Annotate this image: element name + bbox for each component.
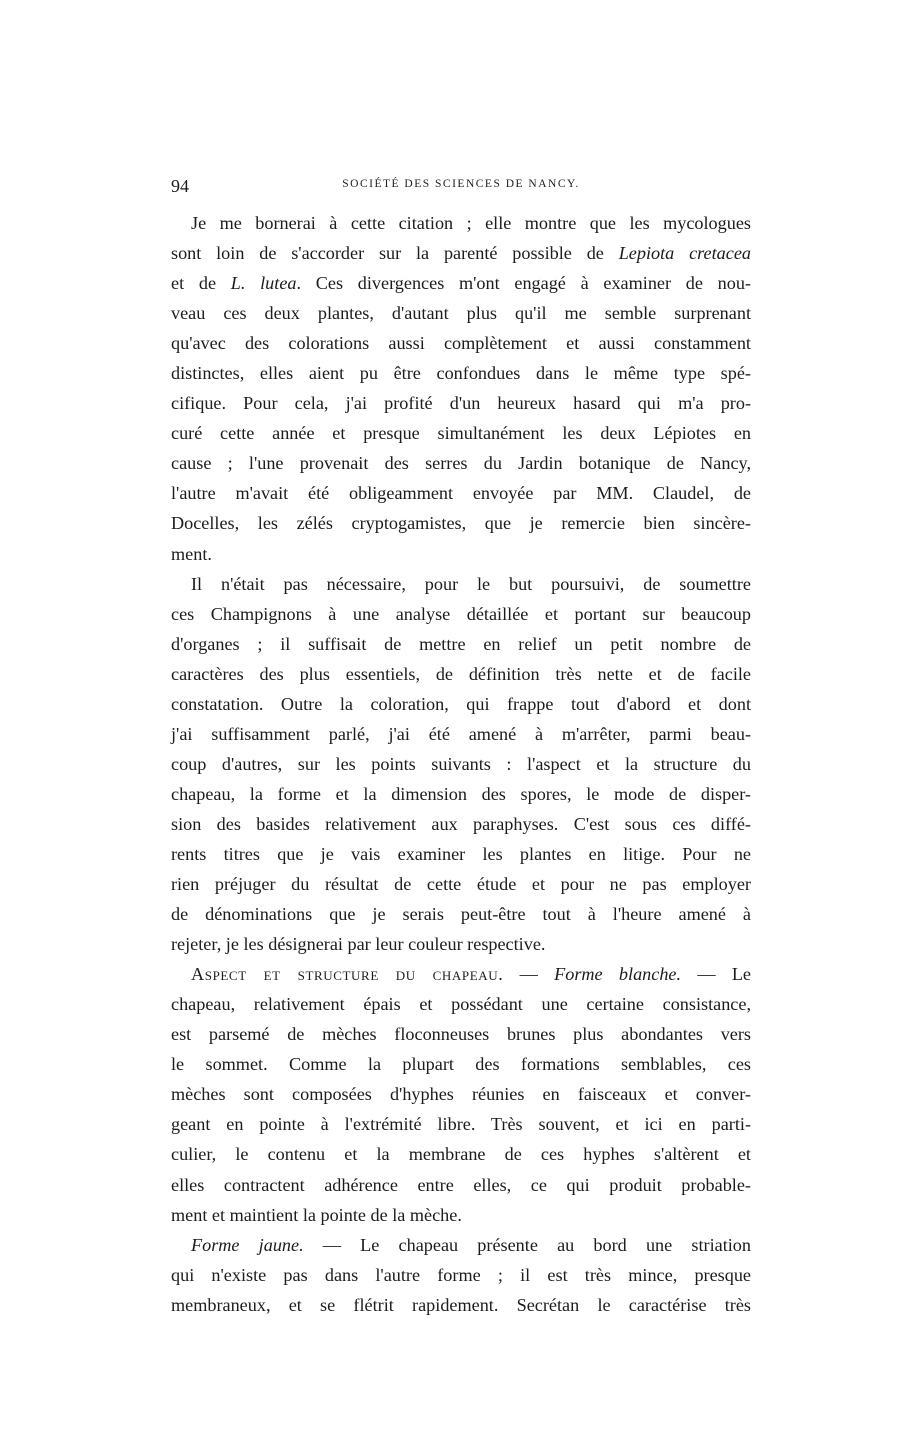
text-line: mèches sont composées d'hyphes réunies en faisceaux et conver- xyxy=(171,1084,751,1105)
text-line: cifique. Pour cela, j'ai profité d'un heureux hasard qui m'a pro- xyxy=(171,393,751,414)
text-line: cause ; l'une provenait des serres du Jardin botanique de Nancy, xyxy=(171,453,751,474)
text-line: geant en pointe à l'extrémité libre. Très souvent, et ici en parti- xyxy=(171,1114,751,1135)
text-line: ces Champignons à une analyse détaillée et portant sur beaucoup xyxy=(171,603,751,624)
text-line: constatation. Outre la coloration, qui frappe tout d'abord et dont xyxy=(171,693,751,714)
text-line: et de L. lutea. Ces divergences m'ont engagé à examiner de nou- xyxy=(171,273,751,294)
text-line: caractères des plus essentiels, de définition très nette et de facile xyxy=(171,663,751,684)
text-line: curé cette année et presque simultanément les deux Lépiotes en xyxy=(171,423,751,444)
page-header xyxy=(171,176,751,198)
text-line: qui n'existe pas dans l'autre forme ; il est très mince, presque xyxy=(171,1264,751,1285)
text-line: chapeau, la forme et la dimension des spores, le mode de disper- xyxy=(171,783,751,804)
text-line: sion des basides relativement aux paraphyses. C'est sous ces diffé- xyxy=(171,813,751,834)
species-name: L. lutea xyxy=(230,273,297,294)
text-line: elles contractent adhérence entre elles, ce qui produit probable- xyxy=(171,1174,751,1195)
text-line: j'ai suffisamment parlé, j'ai été amené à m'arrêter, parmi beau- xyxy=(171,723,751,744)
running-title: SOCIÉTÉ DES SCIENCES DE NANCY. xyxy=(342,178,580,190)
text-line: Aspect et structure du chapeau. — Forme blanche. — Le xyxy=(191,964,751,985)
text-line: rejeter, je les désignerai par leur couleur respective. xyxy=(171,934,546,955)
text-line: ment. xyxy=(171,543,212,564)
species-name: Lepiota cretacea xyxy=(618,243,752,264)
text-line: rents titres que je vais examiner les plantes en litige. Pour ne xyxy=(171,843,751,864)
text-line: Je me bornerai à cette citation ; elle montre que les mycologues xyxy=(191,213,751,233)
text-line: sont loin de s'accorder sur la parenté possible de Lepiota cretacea xyxy=(171,243,752,264)
text-line: est parsemé de mèches floconneuses brunes plus abondantes vers xyxy=(171,1024,751,1045)
text-line: Il n'était pas nécessaire, pour le but poursuivi, de soumettre xyxy=(191,573,751,594)
form-name: Forme jaune. xyxy=(191,1234,304,1255)
text-line: chapeau, relativement épais et possédant une certaine consistance, xyxy=(171,994,751,1015)
text-line: culier, le contenu et la membrane de ces hyphes s'altèrent et xyxy=(171,1144,751,1165)
text-line: veau ces deux plantes, d'autant plus qu'il me semble surprenant xyxy=(171,303,751,324)
text-line: Forme jaune. — Le chapeau présente au bord une striation xyxy=(191,1234,751,1255)
text-line: qu'avec des colorations aussi complètement et aussi constamment xyxy=(171,333,751,354)
text-line: coup d'autres, sur les points suivants : l'aspect et la structure du xyxy=(171,753,751,774)
text-line: distinctes, elles aient pu être confondues dans le même type spé- xyxy=(171,363,751,384)
section-heading: Aspect et structure du chapeau. xyxy=(191,964,504,985)
text-line: d'organes ; il suffisait de mettre en relief un petit nombre de xyxy=(171,633,751,654)
text-line: membraneux, et se flétrit rapidement. Secrétan le caractérise très xyxy=(171,1294,751,1315)
text-line: de dénominations que je serais peut-être tout à l'heure amené à xyxy=(171,904,751,925)
body-text xyxy=(171,208,751,1320)
page-number: 94 xyxy=(171,176,189,196)
text-line: l'autre m'avait été obligeamment envoyée par MM. Claudel, de xyxy=(171,483,751,504)
text-line: rien préjuger du résultat de cette étude et pour ne pas employer xyxy=(171,874,751,895)
text-line: ment et maintient la pointe de la mèche. xyxy=(171,1204,462,1225)
form-name: Forme blanche. xyxy=(554,964,682,985)
text-line: Docelles, les zélés cryptogamistes, que je remercie bien sincère- xyxy=(171,513,751,534)
text-line: le sommet. Comme la plupart des formations semblables, ces xyxy=(171,1054,751,1075)
